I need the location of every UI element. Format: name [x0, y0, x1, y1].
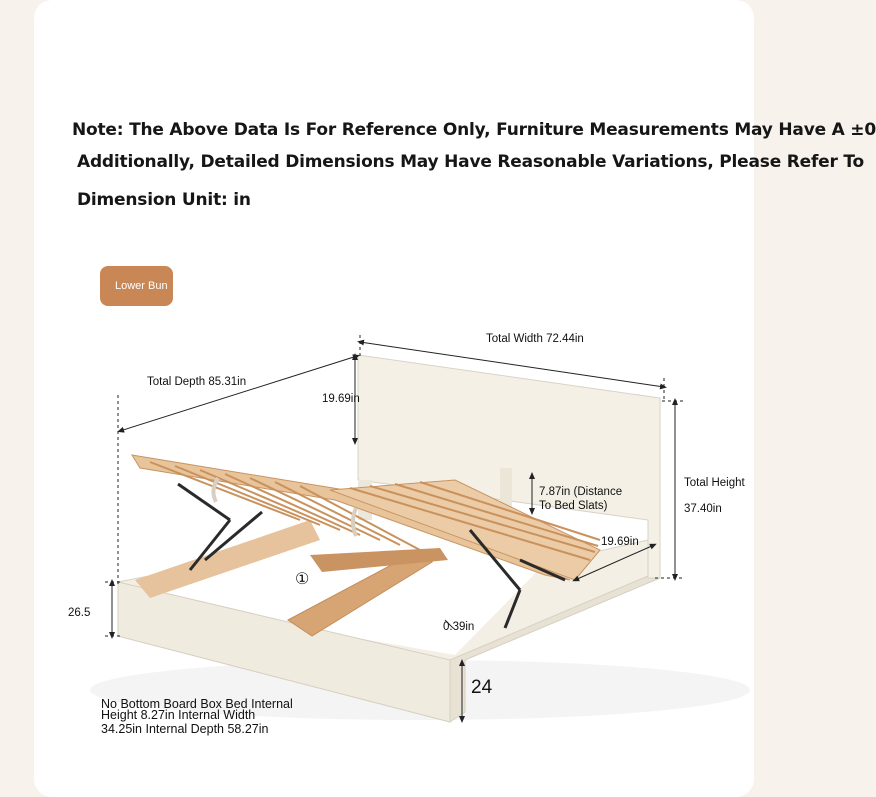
- note-line-1: Note: The Above Data Is For Reference Only, Furniture Measurements May Have A ±0: [72, 120, 876, 140]
- section-marker: ①: [295, 571, 310, 588]
- note-line-2: Additionally, Detailed Dimensions May Have Reasonable Variations, Please Refer To: [77, 152, 865, 172]
- total-depth-label: Total Depth 85.31in: [147, 376, 247, 388]
- front-height-label: 24: [471, 677, 493, 698]
- internal-info-line-3: 34.25in Internal Depth 58.27in: [101, 722, 269, 736]
- total-width-label: Total Width 72.44in: [486, 333, 584, 345]
- total-height-label: Total Height: [684, 477, 745, 489]
- dimension-unit: Dimension Unit: in: [77, 190, 251, 210]
- left-height-label: 26.5: [68, 607, 91, 619]
- headboard-top-label: 19.69in: [322, 393, 360, 405]
- total-height-value: 37.40in: [684, 503, 722, 515]
- internal-info-line-1: No Bottom Board Box Bed Internal: [101, 697, 293, 711]
- side-depth-label: 19.69in: [601, 536, 639, 548]
- tab-lower-bunk[interactable]: Lower Bun: [100, 266, 173, 306]
- slat-distance-label-1: 7.87in (Distance: [539, 486, 623, 498]
- internal-info-line-2: Height 8.27in Internal Width: [101, 708, 256, 722]
- slat-distance-label-2: To Bed Slats): [539, 500, 608, 512]
- thickness-label: 0.39in: [443, 621, 475, 633]
